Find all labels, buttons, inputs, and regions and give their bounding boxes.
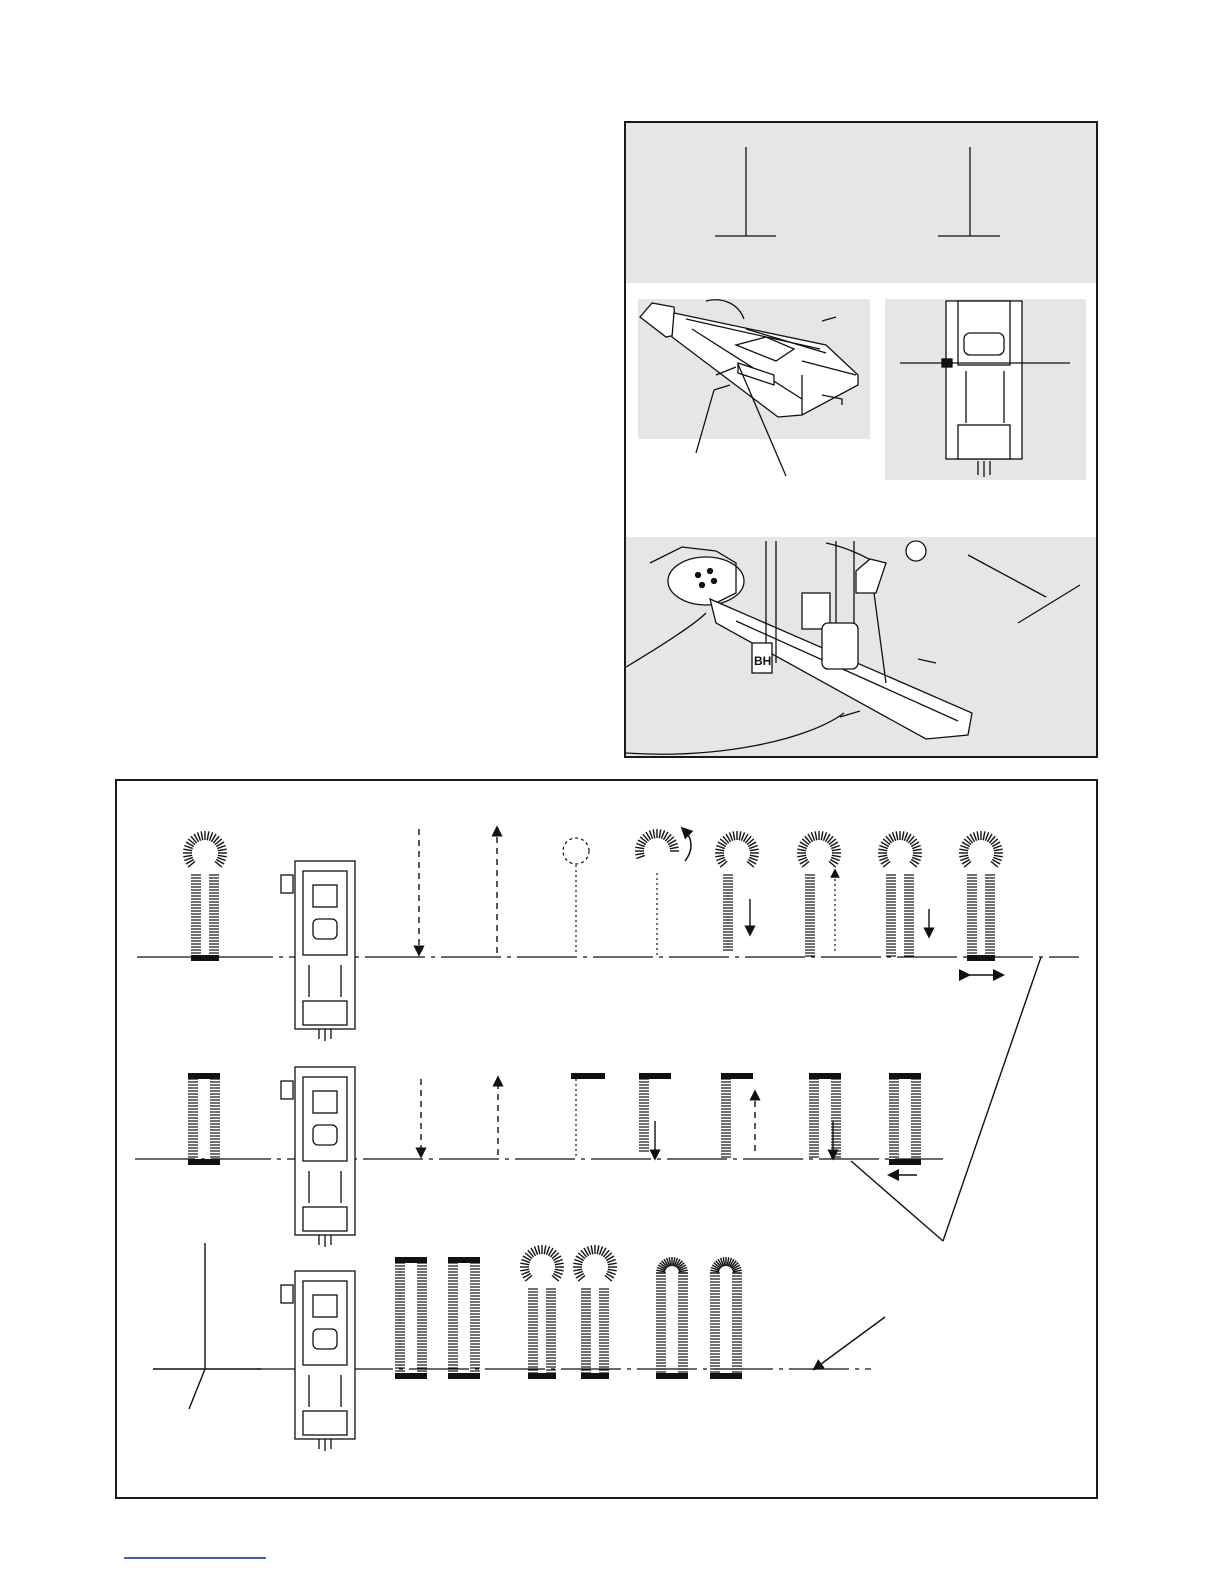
row3-sample-round-2-bartack bbox=[710, 1373, 742, 1379]
row3-sample-keyhole-1-right-column bbox=[546, 1289, 556, 1376]
row2-step7-square-top-bartack bbox=[889, 1073, 921, 1079]
row3-sample-square-2-left-column bbox=[448, 1263, 458, 1377]
row2-finished-square-right-column bbox=[210, 1079, 220, 1163]
row1-step4-curved-arrow bbox=[685, 831, 691, 861]
top-illustration-panel bbox=[624, 121, 1098, 758]
row3-sample-keyhole-2-bartack bbox=[581, 1373, 609, 1379]
row3-sample-round-2-left-column bbox=[710, 1273, 720, 1375]
row1-step6-keyhole-left-column bbox=[805, 875, 815, 956]
buttonhole-steps-panel bbox=[115, 779, 1098, 1499]
row1-step8-keyhole-eye bbox=[959, 831, 1003, 867]
row1-finished-keyhole-bartack bbox=[191, 955, 219, 961]
row2-step5-square-left-column bbox=[721, 1079, 731, 1157]
row2-step4-square-left-column bbox=[639, 1079, 649, 1151]
row1-finished-keyhole-eye bbox=[183, 831, 227, 867]
row1-step8-keyhole-bartack bbox=[967, 955, 995, 961]
row2-finished-square-left-column bbox=[188, 1079, 198, 1163]
sewing-machine-buttonhole-foot-icon bbox=[626, 541, 1080, 754]
row2-step6-square-top-bartack bbox=[809, 1073, 841, 1079]
row3-pointer-arrow bbox=[817, 1317, 885, 1367]
row3-presser-foot-icon bbox=[281, 1271, 355, 1451]
row1-finished-keyhole-right-column bbox=[209, 875, 219, 959]
footer-link-rule bbox=[124, 1557, 266, 1559]
row2-step7-square-bottom-bartack bbox=[889, 1159, 921, 1165]
pointer-line-to-row1 bbox=[943, 957, 1041, 1241]
row3-sample-round-2-right-column bbox=[732, 1273, 742, 1375]
row1-step3-dotted-eye bbox=[563, 838, 589, 864]
button-position-marker-left bbox=[715, 147, 776, 236]
row2-step5-square-top-bartack bbox=[721, 1073, 753, 1079]
buttonhole-foot-top-view-icon bbox=[900, 301, 1070, 477]
row3-sample-square-2-bottom-bartack bbox=[448, 1373, 480, 1379]
row3-sample-keyhole-1-eye bbox=[520, 1245, 564, 1281]
button-position-marker-right bbox=[938, 147, 1000, 236]
row3-sample-keyhole-1-left-column bbox=[528, 1289, 538, 1376]
row3-sample-square-2-right-column bbox=[470, 1263, 480, 1377]
pointer-line-to-row2 bbox=[851, 1161, 943, 1241]
row2-finished-square-bottom-bartack bbox=[188, 1159, 220, 1165]
row3-sample-square-2-top-bartack bbox=[448, 1257, 480, 1263]
top-figure-drawing bbox=[626, 123, 1100, 760]
row2-step4-square-top-bartack bbox=[639, 1073, 671, 1079]
row1-step5-keyhole-eye bbox=[715, 831, 759, 867]
row3-sample-round-1-right-column bbox=[678, 1273, 688, 1375]
row3-sample-square-1-right-column bbox=[417, 1263, 427, 1377]
row3-sample-square-1-bottom-bartack bbox=[395, 1373, 427, 1379]
row1-step8-keyhole-right-column bbox=[985, 875, 995, 959]
row1-step7-keyhole-eye bbox=[878, 831, 922, 867]
foot-badge-label: BH bbox=[754, 654, 772, 668]
row3-sample-round-1-left-column bbox=[656, 1273, 666, 1375]
buttonhole-steps-drawing bbox=[117, 781, 1100, 1501]
row2-step7-square-left-column bbox=[889, 1079, 899, 1163]
row3-sample-keyhole-2-right-column bbox=[599, 1289, 609, 1376]
row3-sample-round-1-bartack bbox=[656, 1373, 688, 1379]
row3-sample-round-2-round-end bbox=[710, 1257, 742, 1273]
row2-step3-top-bartack bbox=[571, 1073, 605, 1079]
row1-step8-keyhole-left-column bbox=[967, 875, 977, 959]
row3-sample-keyhole-2-left-column bbox=[581, 1289, 591, 1376]
row3-sample-square-1-left-column bbox=[395, 1263, 405, 1377]
row1-step7-keyhole-left-column bbox=[886, 875, 896, 956]
row3-sample-square-1-top-bartack bbox=[395, 1257, 427, 1263]
row3-sample-round-1-round-end bbox=[656, 1257, 688, 1273]
row2-presser-foot-icon bbox=[281, 1067, 355, 1247]
row1-step6-keyhole-eye bbox=[797, 831, 841, 867]
row1-finished-keyhole-left-column bbox=[191, 875, 201, 959]
row2-step6-square-left-column bbox=[809, 1079, 819, 1157]
row3-cross-leader bbox=[189, 1369, 205, 1409]
buttonhole-foot-perspective-icon bbox=[640, 300, 858, 476]
row1-step4-eye bbox=[635, 829, 679, 859]
row1-step7-keyhole-right-column bbox=[904, 875, 914, 956]
row2-finished-square-top-bartack bbox=[188, 1073, 220, 1079]
row1-presser-foot-icon bbox=[281, 861, 355, 1041]
row2-step7-square-right-column bbox=[911, 1079, 921, 1163]
row3-sample-keyhole-2-eye bbox=[573, 1245, 617, 1281]
row1-step5-keyhole-left-column bbox=[723, 875, 733, 950]
row3-sample-keyhole-1-bartack bbox=[528, 1373, 556, 1379]
